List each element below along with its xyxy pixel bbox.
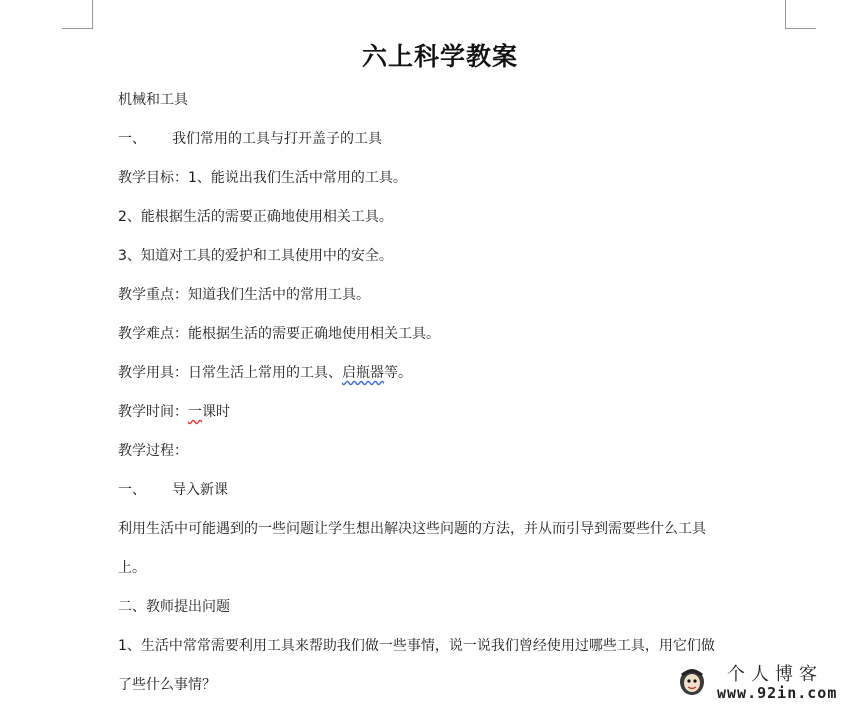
document-title: 六上科学教案 bbox=[361, 42, 518, 71]
step1-paragraph-line2: 上。 bbox=[118, 560, 146, 576]
step1-title: 导入新课 bbox=[172, 482, 228, 498]
teaching-goal-1: 教学目标：1、能说出我们生活中常用的工具。 bbox=[118, 170, 407, 186]
teaching-materials bbox=[118, 364, 412, 382]
avatar-logo-icon bbox=[677, 666, 707, 696]
unit-heading: 机械和工具 bbox=[118, 92, 188, 108]
materials-suffix: 等。 bbox=[384, 365, 412, 381]
time-value: 课时 bbox=[202, 404, 230, 420]
top-right-crop-mark bbox=[785, 0, 816, 29]
section-title: 我们常用的工具与打开盖子的工具 bbox=[172, 131, 382, 147]
teaching-process: 教学过程： bbox=[118, 443, 188, 459]
materials-text: 教学用具：日常生活上常用的工具、 bbox=[118, 365, 342, 381]
watermark-title: 个人博客 bbox=[727, 664, 823, 685]
step2-paragraph-line1: 1、生活中常常需要利用工具来帮助我们做一些事情，说一说我们曾经使用过哪些工具，用它们做 bbox=[118, 638, 715, 654]
section-heading bbox=[118, 130, 382, 148]
teaching-goal-2: 2、能根据生活的需要正确地使用相关工具。 bbox=[118, 209, 393, 225]
step2-heading: 二、教师提出问题 bbox=[118, 599, 230, 615]
time-label: 教学时间： bbox=[118, 404, 188, 420]
step1-heading bbox=[118, 481, 228, 499]
grammar-flagged-word[interactable]: 启瓶器 bbox=[342, 365, 384, 381]
section-number: 一、 bbox=[118, 131, 146, 147]
step2-paragraph-line2: 了些什么事情？ bbox=[118, 677, 216, 693]
spelling-flagged-word[interactable]: 一 bbox=[188, 404, 202, 420]
teaching-goal-3: 3、知道对工具的爱护和工具使用中的安全。 bbox=[118, 248, 393, 264]
watermark-url: www.92in.com bbox=[717, 684, 838, 702]
step1-paragraph-line1: 利用生活中可能遇到的一些问题让学生想出解决这些问题的方法，并从而引导到需要些什么工具 bbox=[118, 521, 706, 537]
key-point: 教学重点：知道我们生活中的常用工具。 bbox=[118, 287, 370, 303]
top-left-crop-mark bbox=[62, 0, 93, 29]
step1-number: 一、 bbox=[118, 482, 146, 498]
site-watermark bbox=[669, 660, 861, 706]
difficulty-point: 教学难点：能根据生活的需要正确地使用相关工具。 bbox=[118, 326, 440, 342]
teaching-time bbox=[118, 403, 230, 421]
